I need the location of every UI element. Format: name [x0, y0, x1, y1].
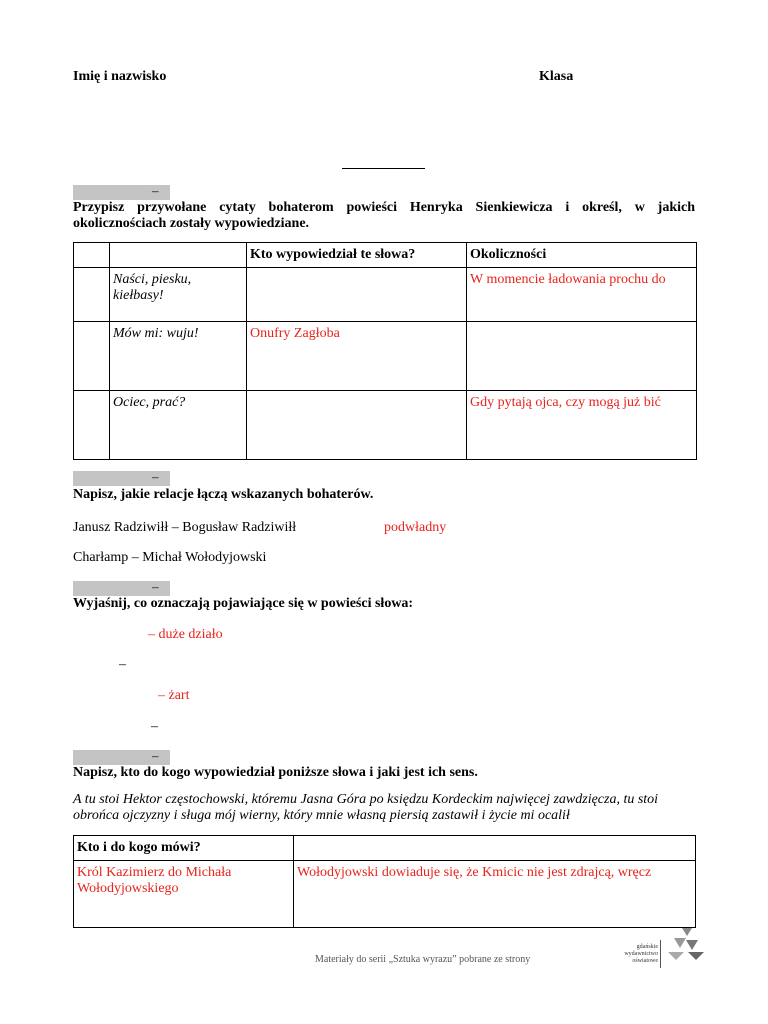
- word-definition: – duże działo: [148, 627, 223, 642]
- number-cell: [74, 322, 110, 391]
- task2-instruction: Napisz, jakie relacje łączą wskazanych bohaterów.: [73, 487, 374, 502]
- speaker-table: [73, 835, 696, 928]
- table-header-row: [74, 243, 697, 268]
- circumstance-cell[interactable]: W momencie ładowania prochu do: [467, 268, 697, 322]
- table-row: [74, 322, 697, 391]
- circumstance-cell[interactable]: Gdy pytają ojca, czy mogą już bić: [467, 391, 697, 460]
- table-header-who: Kto i do kogo mówi?: [74, 836, 294, 861]
- word-definition: –: [151, 719, 158, 734]
- task4-instruction: Napisz, kto do kogo wypowiedział poniższe słowa i jaki jest ich sens.: [73, 765, 478, 780]
- who-cell[interactable]: Król Kazimierz do Michała Wołodyjowskiego: [74, 861, 294, 928]
- task-number-bar: –: [73, 581, 170, 596]
- number-cell: [74, 391, 110, 460]
- circumstance-cell[interactable]: [467, 322, 697, 391]
- relation-pair: Janusz Radziwiłł – Bogusław Radziwiłł: [73, 520, 297, 535]
- table-header-sense: [294, 836, 696, 861]
- table-row: [74, 268, 697, 322]
- table-header-speaker: Kto wypowiedział te słowa?: [247, 243, 467, 268]
- footer-text: Materiały do serii „Sztuka wyrazu” pobrane ze strony: [315, 954, 531, 965]
- quotes-table: [73, 242, 697, 460]
- class-label: Klasa: [539, 69, 574, 84]
- table-row: [74, 391, 697, 460]
- task1-instruction: Przypisz przywołane cytaty bohaterom powieści Henryka Sienkiewicza i określ, w jakich okolicznościach zostały wypowiedziane.: [73, 200, 695, 231]
- speaker-cell[interactable]: [247, 391, 467, 460]
- sense-cell[interactable]: Wołodyjowski dowiaduje się, że Kmicic nie jest zdrajcą, wręcz: [294, 861, 696, 928]
- word-definition: –: [119, 657, 126, 672]
- table-header-row: [74, 836, 696, 861]
- logo-divider: [660, 940, 661, 968]
- task3-instruction: Wyjaśnij, co oznaczają pojawiające się w powieści słowa:: [73, 596, 414, 611]
- table-header-circumstance: Okoliczności: [467, 243, 697, 268]
- speaker-cell[interactable]: [247, 268, 467, 322]
- task4-quote: A tu stoi Hektor częstochowski, któremu Jasna Góra po księdzu Kordeckim najwięcej zawdzięcza, tu stoi obrońca ojczyzny i sługa mój wierny, który mnie własną piersią zastawił i życie mi ocalił: [73, 792, 659, 823]
- table-header-cell: [74, 243, 110, 268]
- quote-cell: Ociec, prać?: [110, 391, 247, 460]
- title-line: [342, 168, 425, 169]
- quote-cell: Naści, piesku, kiełbasy!: [110, 268, 247, 322]
- relation-answer[interactable]: podwładny: [384, 520, 447, 535]
- task-number-bar: –: [73, 750, 170, 765]
- speaker-cell[interactable]: Onufry Zagłoba: [247, 322, 467, 391]
- task-number-bar: –: [73, 185, 170, 200]
- publisher-logo-icon: [666, 926, 706, 967]
- name-label: Imię i nazwisko: [73, 69, 167, 84]
- table-header-cell: [110, 243, 247, 268]
- quote-cell: Mów mi: wuju!: [110, 322, 247, 391]
- number-cell: [74, 268, 110, 322]
- word-definition: – żart: [158, 688, 190, 703]
- table-row: [74, 861, 696, 928]
- task-number-bar: –: [73, 471, 170, 486]
- relation-pair: Charłamp – Michał Wołodyjowski: [73, 550, 267, 565]
- publisher-logo-text: gdańskie wydawnictwo oświatowe: [624, 944, 658, 964]
